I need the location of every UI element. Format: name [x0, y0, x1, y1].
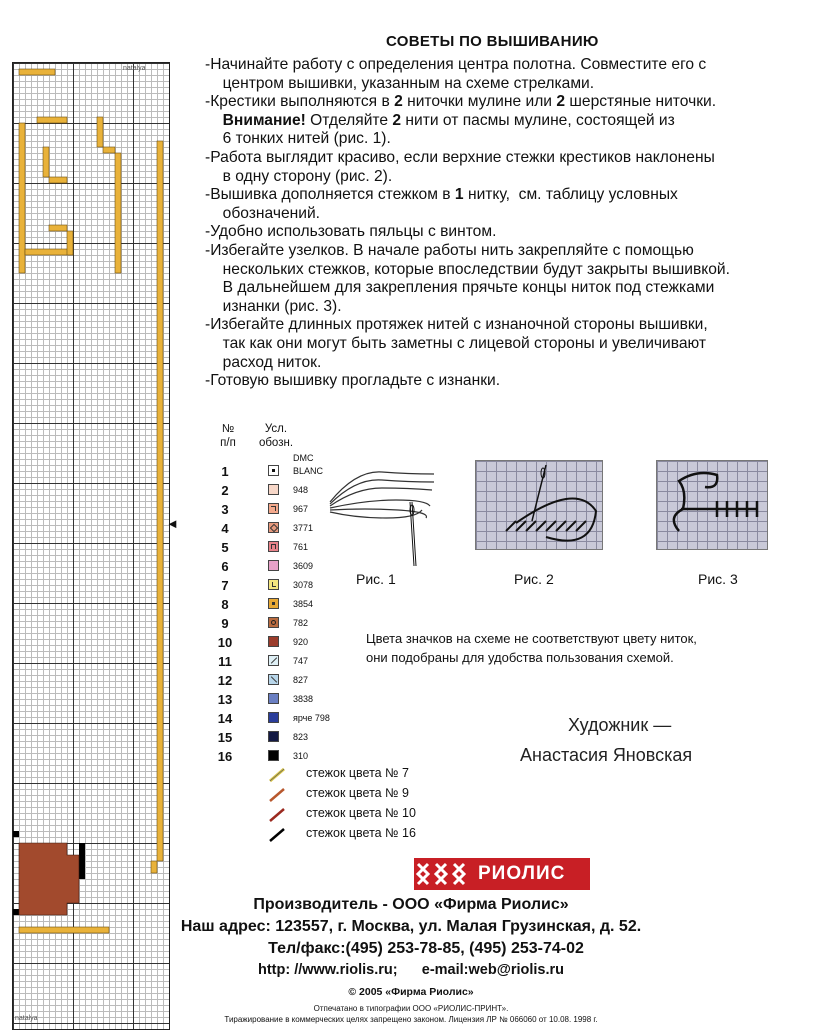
- legend-dmc-code: 782: [293, 618, 309, 628]
- tips-list: [205, 56, 805, 391]
- tip-line: так как они могут быть заметны с лицевой стороны и увеличивают: [214, 334, 707, 352]
- legend-row-number: 1: [221, 464, 229, 479]
- fig2-stitch-illustration: [476, 461, 602, 549]
- legend-row-number: 12: [217, 673, 233, 688]
- fig2-caption: Рис. 2: [514, 571, 554, 587]
- stitch-line-icon: [268, 787, 288, 803]
- tip-line: обозначений.: [214, 204, 321, 222]
- legend-symbol: [268, 484, 279, 495]
- legend-dmc-code: 3854: [293, 599, 314, 609]
- legend-row: [214, 652, 354, 671]
- legend-symbol: [268, 693, 279, 704]
- legend-symbol: [268, 560, 279, 571]
- legend-row-number: 6: [221, 559, 229, 574]
- legend-symbol: [268, 579, 279, 590]
- legend-row-number: 13: [217, 692, 233, 707]
- tip-line: изнанки (рис. 3).: [214, 297, 342, 315]
- legend-col-num-label: № п/п: [220, 423, 236, 449]
- legend-row: [214, 576, 354, 595]
- legend-col-sym-label: Усл. обозн.: [258, 423, 294, 449]
- fig3-stitch-illustration: [657, 461, 767, 549]
- legend-row: [214, 728, 354, 747]
- legend-symbol: [268, 598, 279, 609]
- maker-line: Производитель - ООО «Фирма Риолис»: [253, 896, 569, 913]
- tip-line: -Работа выглядит красиво, если верхние стежки крестиков наклонены: [205, 148, 715, 166]
- legend-dmc-code: ярче 798: [293, 713, 330, 723]
- artist-role: Художник —: [568, 715, 672, 735]
- stitch-label: стежок цвета № 9: [306, 786, 409, 800]
- legend-dmc-code: 823: [293, 732, 309, 742]
- fig3-canvas: [656, 460, 768, 550]
- legend-row: [214, 747, 354, 766]
- note-line: они подобраны для удобства пользования схемой.: [366, 650, 674, 665]
- tip-line: нескольких стежков, которые впоследствии будут закрыты вышивкой.: [214, 260, 730, 278]
- legend-row: [214, 709, 354, 728]
- printed-line: Отпечатано в типографии ООО «РИОЛИС-ПРИНТ».: [313, 1004, 509, 1013]
- stitch-label: стежок цвета № 16: [306, 826, 416, 840]
- tip-line: Внимание! Отделяйте 2 нити от пасмы мулине, состоящей из: [222, 111, 675, 129]
- legend-symbol: [268, 541, 279, 552]
- legend-symbol: [268, 750, 279, 761]
- legend-col-dmc-label: DMC: [293, 453, 314, 463]
- legend-row: [214, 671, 354, 690]
- legend-symbol: [268, 731, 279, 742]
- tip-line: -Готовую вышивку прогладьте с изнанки.: [205, 372, 501, 390]
- legend-dmc-code: 3771: [293, 523, 314, 533]
- grid-mark-top: natalya: [123, 65, 146, 72]
- stitch-legend-row: [268, 785, 468, 805]
- copyright-line: © 2005 «Фирма Риолис»: [348, 986, 474, 998]
- note-line: Цвета значков на схеме не соответствуют цвету ниток,: [366, 631, 697, 646]
- tip-line: -Избегайте узелков. В начале работы нить закрепляйте с помощью: [205, 241, 694, 259]
- tip-line: -Вышивка дополняется стежком в 1 нитку, см. таблицу условных: [205, 186, 678, 204]
- chart-strip: [12, 62, 170, 1030]
- phone-line: Тел/факс:(495) 253-78-85, (495) 253-74-02: [268, 940, 584, 957]
- tip-line: -Начинайте работу с определения центра полотна. Совместите его с: [205, 56, 707, 73]
- legend-row-number: 7: [221, 578, 229, 593]
- legend-row-number: 9: [221, 616, 229, 631]
- tip-line: расход ниток.: [214, 353, 322, 371]
- legend-row-number: 3: [221, 502, 229, 517]
- legend-row-number: 10: [217, 635, 233, 650]
- legend-symbol: [268, 636, 279, 647]
- legend-row-number: 15: [217, 730, 233, 745]
- stitch-label: стежок цвета № 7: [306, 766, 409, 780]
- stitch-label: стежок цвета № 10: [306, 806, 416, 820]
- legend-dmc-code: 967: [293, 504, 309, 514]
- tip-line: -Избегайте длинных протяжек нитей с изнаночной стороны вышивки,: [205, 316, 708, 334]
- legend-row-number: 4: [221, 521, 229, 536]
- stitch-line-icon: [268, 827, 288, 843]
- tip-line: В дальнейшем для закрепления прячьте концы ниток под стежками: [214, 279, 715, 297]
- legend-dmc-code: 920: [293, 637, 309, 647]
- center-arrow-icon: ◄: [166, 516, 179, 531]
- grid-mark-bottom: natalya: [15, 1015, 38, 1022]
- brand-name: РИОЛИС: [478, 863, 566, 884]
- legend-dmc-code: 3838: [293, 694, 314, 704]
- stitch-line-icon: [268, 767, 288, 783]
- legend-row-number: 5: [221, 540, 229, 555]
- riolis-logo: [414, 858, 590, 895]
- legend-dmc-code: 827: [293, 675, 309, 685]
- legend-row: [214, 614, 354, 633]
- legend-dmc-code: 761: [293, 542, 309, 552]
- chart-motif: [13, 63, 169, 1029]
- artist-credit: [520, 710, 692, 770]
- web-line: http: //www.riolis.ru; e-mail:web@riolis.ru: [257, 962, 565, 978]
- page-title: СОВЕТЫ ПО ВЫШИВАНИЮ: [386, 33, 599, 50]
- legend-row: [214, 690, 354, 709]
- license-line: Тиражирование в коммерческих целях запрещено законом. Лицензия ЛР № 066060 от 10.08. 1998 г.: [224, 1015, 598, 1024]
- tip-line: 6 тонких нитей (рис. 1).: [214, 130, 391, 148]
- stitch-legend-row: [268, 805, 468, 825]
- legend-symbol: [268, 465, 279, 476]
- tip-line: -Крестики выполняются в 2 ниточки мулине или 2 шерстяные ниточки.: [205, 93, 717, 111]
- legend-dmc-code: 3609: [293, 561, 314, 571]
- fig1-thread-illustration: [326, 460, 436, 570]
- symbol-note: [366, 629, 697, 667]
- fig3-caption: Рис. 3: [698, 571, 738, 587]
- legend-symbol: [268, 674, 279, 685]
- legend-symbol: [268, 712, 279, 723]
- address-line: Наш адрес: 123557, г. Москва, ул. Малая Грузинская, д. 52.: [180, 918, 642, 935]
- legend-row: [214, 633, 354, 652]
- legend-row-number: 8: [221, 597, 229, 612]
- legend-dmc-code: 3078: [293, 580, 314, 590]
- legend-symbol: [268, 522, 279, 533]
- legend-row-number: 2: [221, 483, 229, 498]
- legend-dmc-code: 948: [293, 485, 309, 495]
- legend-row-number: 14: [217, 711, 233, 726]
- legend-row-number: 11: [218, 654, 232, 669]
- fig1-caption: Рис. 1: [356, 571, 396, 587]
- legend-symbol: [268, 503, 279, 514]
- legend-symbol: [268, 655, 279, 666]
- legend-dmc-code: 747: [293, 656, 309, 666]
- stitch-legend-row: [268, 825, 468, 845]
- stitch-line-icon: [268, 807, 288, 823]
- legend-symbol: [268, 617, 279, 628]
- legend-row: [214, 595, 354, 614]
- legend-dmc-code: 310: [293, 751, 309, 761]
- tip-line: центром вышивки, указанным на схеме стрелками.: [214, 74, 595, 92]
- stitch-legend-row: [268, 765, 468, 785]
- tip-line: -Удобно использовать пяльцы с винтом.: [205, 223, 497, 241]
- legend-dmc-code: BLANC: [293, 466, 324, 476]
- fig2-canvas: [475, 460, 603, 550]
- legend-row-number: 16: [217, 749, 233, 764]
- artist-name: Анастасия Яновская: [520, 745, 693, 765]
- tip-line: в одну сторону (рис. 2).: [214, 167, 393, 185]
